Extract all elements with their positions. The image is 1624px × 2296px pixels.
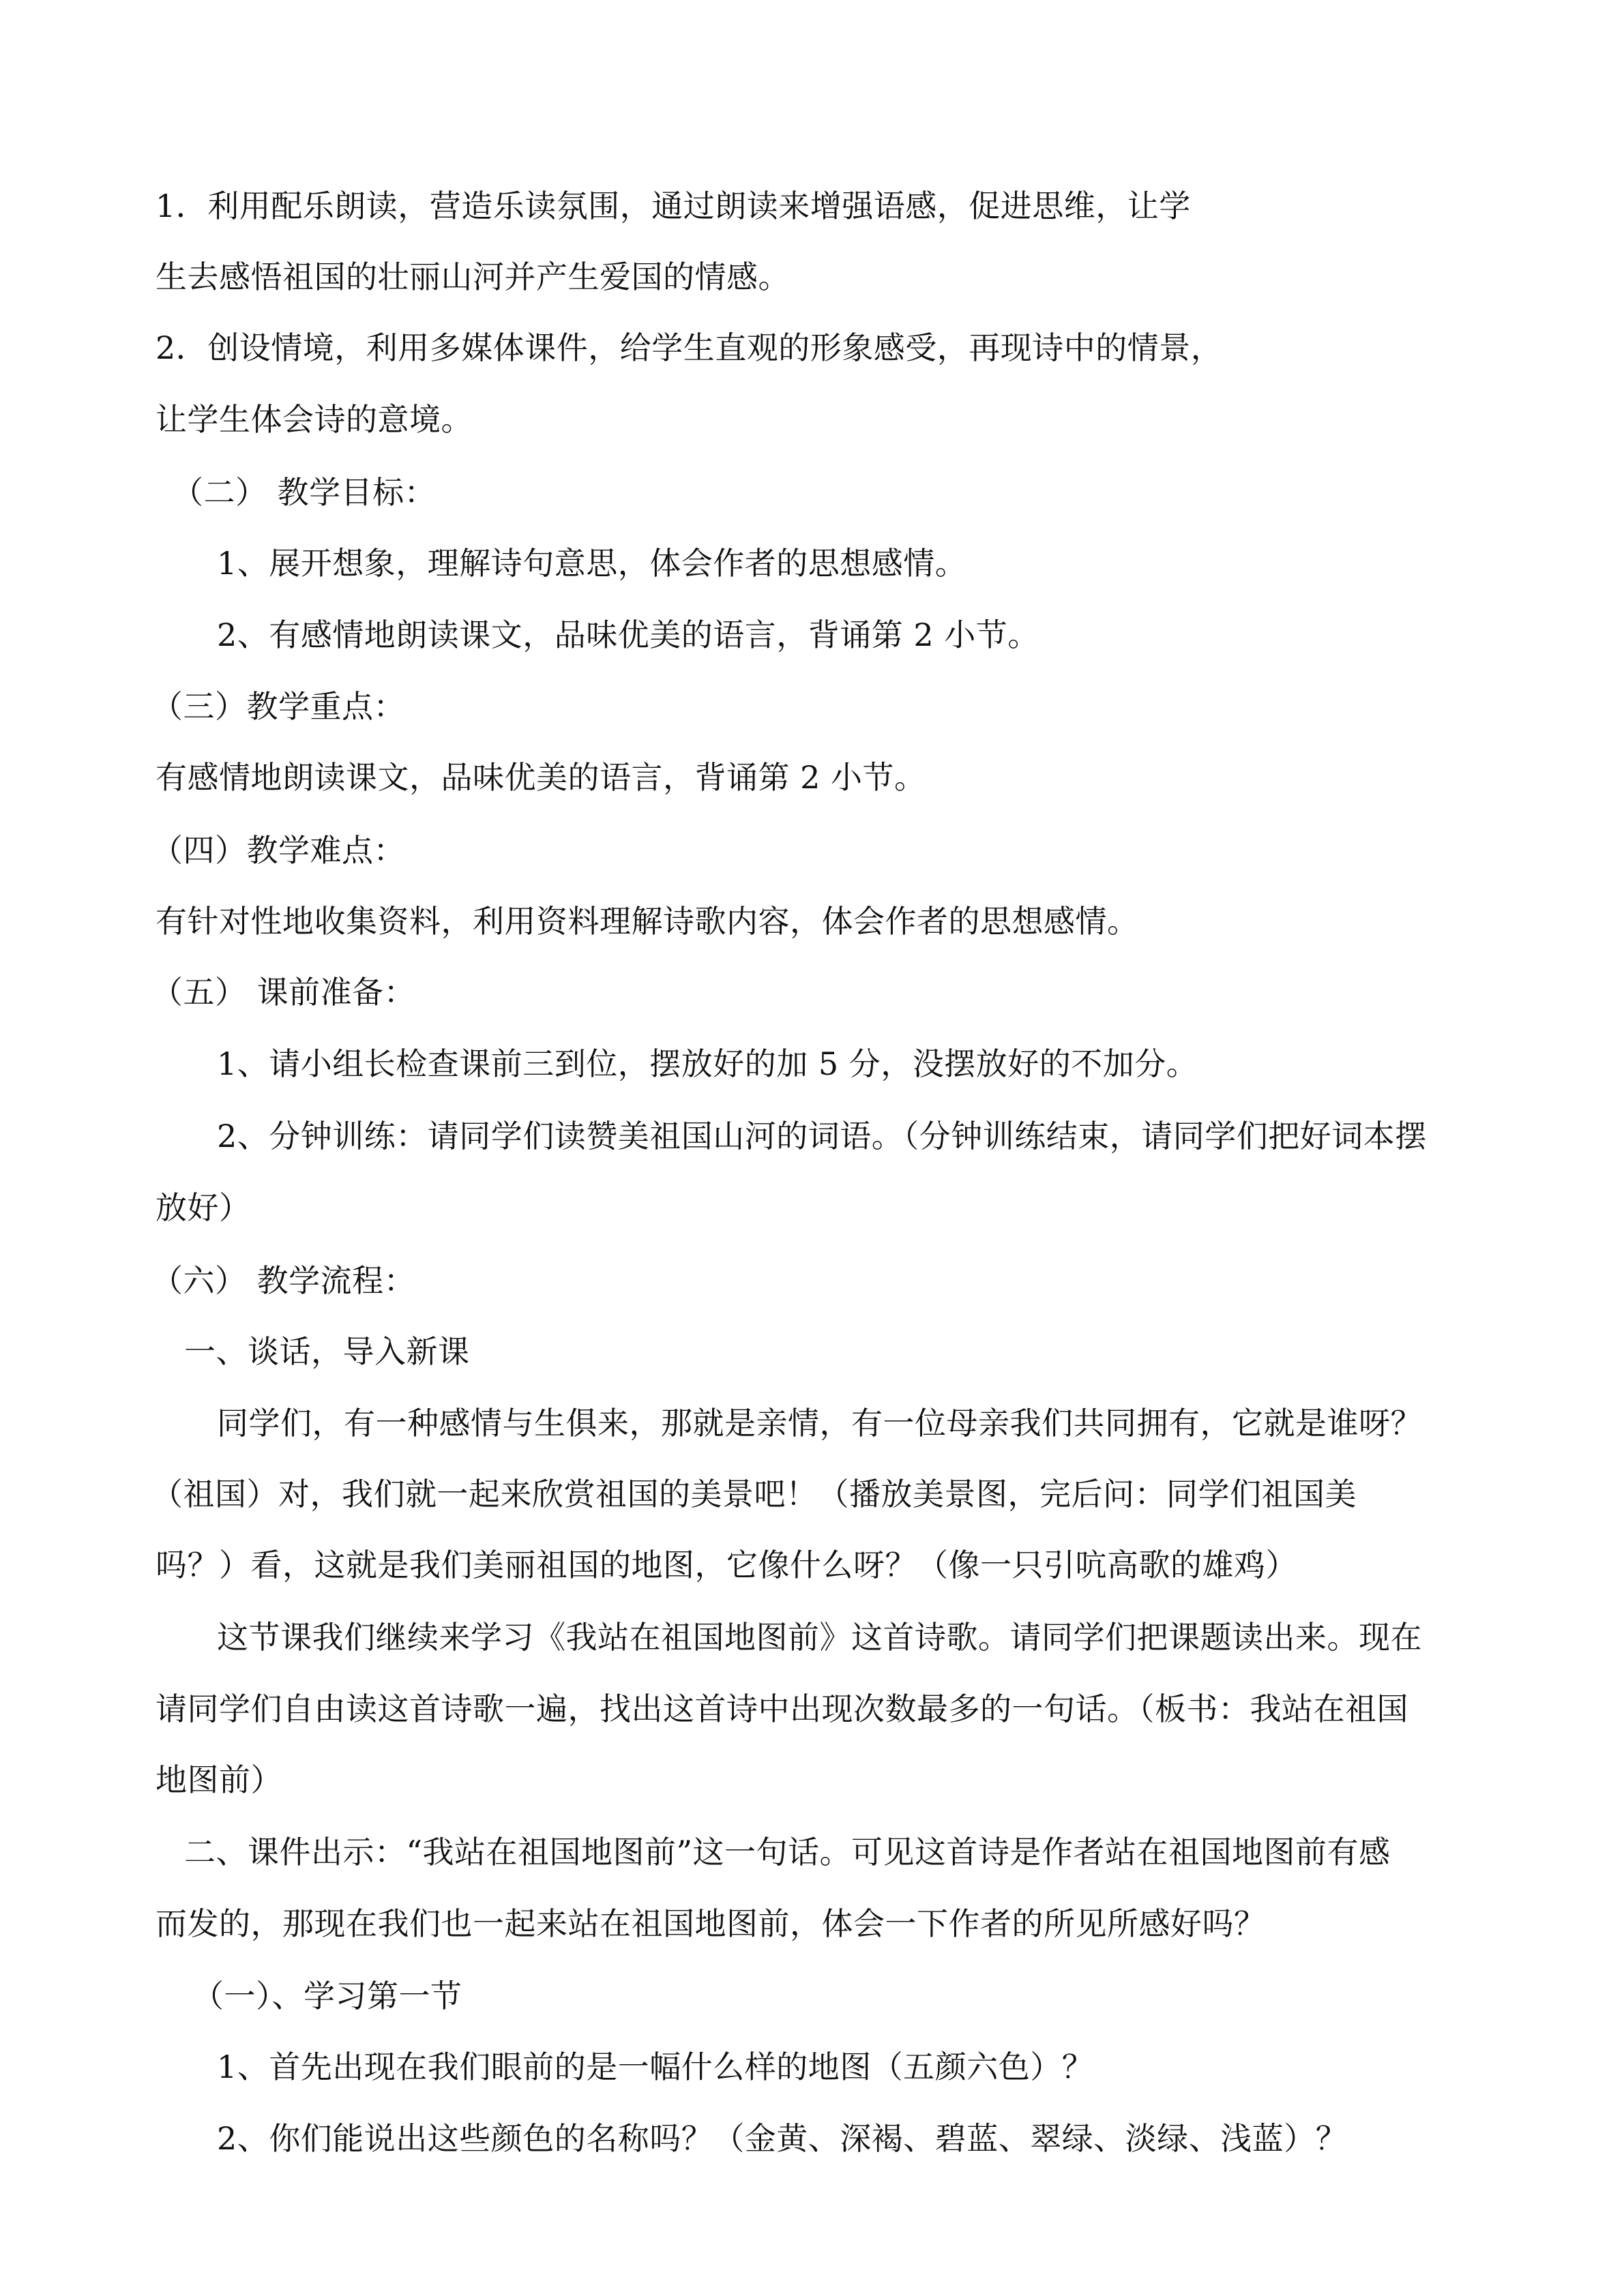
text-line: 有针对性地收集资料，利用资料理解诗歌内容，体会作者的思想感情。: [156, 903, 1139, 940]
text-line: 1、请小组长检查课前三到位，摆放好的加 5 分，没摆放好的不加分。: [217, 1045, 1198, 1082]
subsection-heading: 一、谈话，导入新课: [184, 1333, 470, 1370]
text-line: 同学们，有一种感情与生俱来，那就是亲情，有一位母亲我们共同拥有，它就是谁呀？: [217, 1405, 1422, 1442]
subsection-heading: （一）、学习第一节: [192, 1978, 462, 2014]
text-line: 1、展开想象，理解诗句意思，体会作者的思想感情。: [217, 545, 967, 582]
text-line: 这节课我们继续来学习《我站在祖国地图前》这首诗歌。请同学们把课题读出来。现在: [217, 1619, 1422, 1656]
section-heading: （五） 课前准备：: [151, 974, 416, 1011]
subsection-heading: 二、课件出示：“我站在祖国地图前”这一句话。可见这首诗是作者站在祖国地图前有感: [184, 1834, 1391, 1870]
text-line: 有感情地朗读课文，品味优美的语言，背诵第 2 小节。: [156, 759, 926, 796]
text-line: 2、你们能说出这些颜色的名称吗？（金黄、深褐、碧蓝、翠绿、淡绿、浅蓝）？: [217, 2120, 1348, 2157]
text-line: 1、首先出现在我们眼前的是一幅什么样的地图（五颜六色）？: [217, 2048, 1094, 2085]
text-line: 放好）: [156, 1189, 251, 1226]
text-line: 吗？）看，这就是我们美丽祖国的地图，它像什么呀？（像一只引吭高歌的雄鸡）: [156, 1547, 1297, 1583]
text-line: 请同学们自由读这首诗歌一遍，找出这首诗中出现次数最多的一句话。（板书：我站在祖国: [156, 1690, 1408, 1727]
section-heading: （六） 教学流程：: [151, 1262, 416, 1299]
text-line: 地图前）: [156, 1761, 282, 1798]
text-line: 1．利用配乐朗读，营造乐读氛围，通过朗读来增强语感，促进思维，让学: [156, 188, 1191, 224]
text-line: 而发的，那现在我们也一起来站在祖国地图前，体会一下作者的所见所感好吗？: [156, 1905, 1266, 1942]
text-line: 生去感悟祖国的壮丽山河并产生爱国的情感。: [156, 258, 790, 295]
section-heading: （三）教学重点：: [151, 688, 405, 725]
section-heading: （二） 教学目标：: [172, 474, 437, 511]
text-line: 2、分钟训练：请同学们读赞美祖国山河的词语。（分钟训练结束，请同学们把好词本摆: [217, 1118, 1427, 1154]
text-line: 2、有感情地朗读课文，品味优美的语言，背诵第 2 小节。: [217, 616, 1039, 653]
text-line: 让学生体会诗的意境。: [156, 401, 473, 438]
text-line: 2．创设情境，利用多媒体课件，给学生直观的形象感受，再现诗中的情景，: [156, 329, 1223, 366]
text-line: （祖国）对，我们就一起来欣赏祖国的美景吧！（播放美景图，完后问：同学们祖国美: [151, 1476, 1357, 1512]
section-heading: （四）教学难点：: [151, 832, 405, 869]
